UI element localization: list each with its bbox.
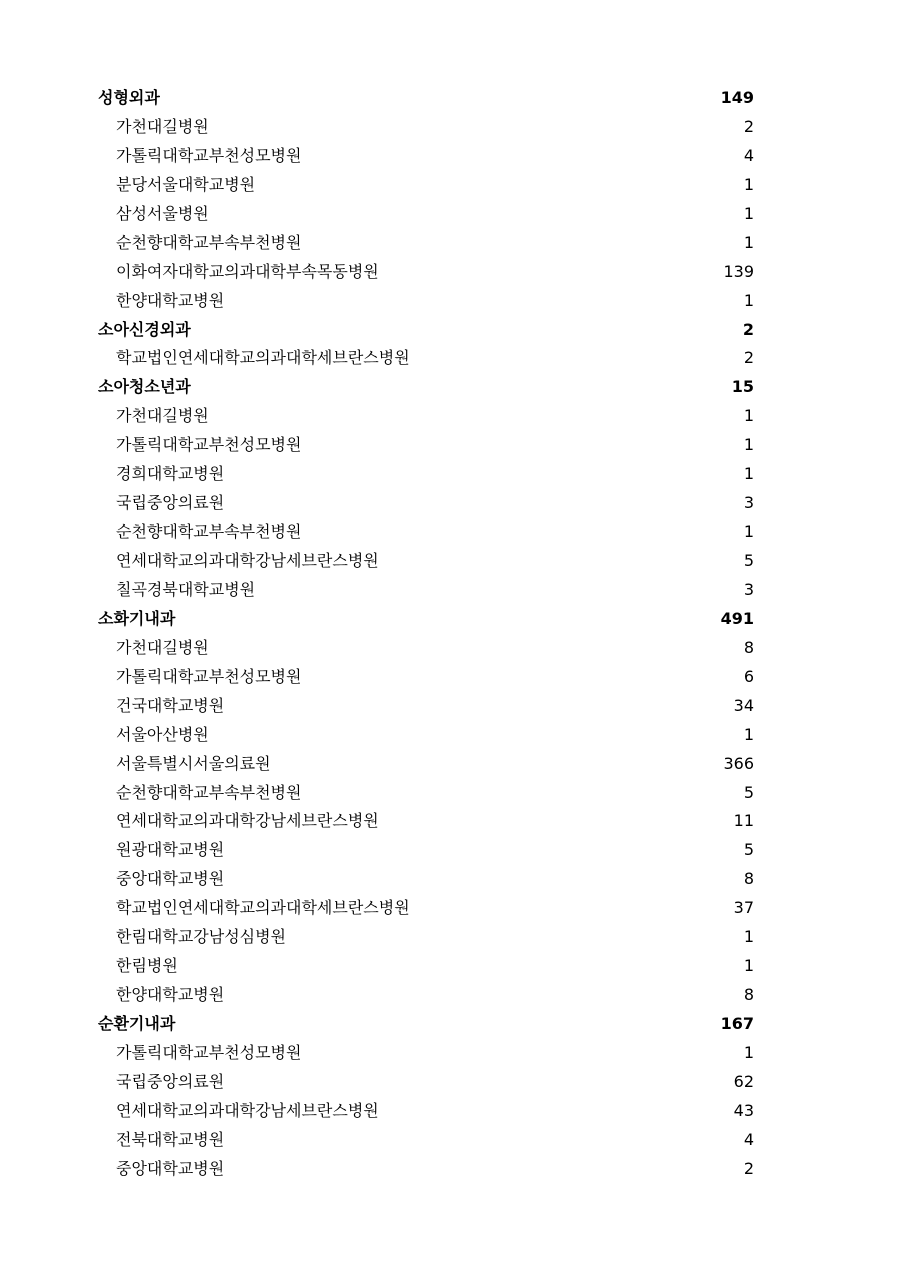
hospital-count: 3 xyxy=(743,493,754,513)
hospital-count: 8 xyxy=(743,985,754,1005)
hospital-name: 서울아산병원 xyxy=(116,724,209,744)
hospital-name: 가톨릭대학교부천성모병원 xyxy=(116,435,302,455)
hospital-row xyxy=(98,865,754,894)
hospital-count: 5 xyxy=(743,782,754,802)
hospital-count: 2 xyxy=(743,348,754,368)
hospital-name: 경희대학교병원 xyxy=(116,464,225,484)
hospital-name: 가천대길병원 xyxy=(116,406,209,426)
hospital-name: 순천향대학교부속부천병원 xyxy=(116,522,302,542)
hospital-count: 1 xyxy=(743,522,754,542)
hospital-name: 가톨릭대학교부천성모병원 xyxy=(116,145,302,165)
hospital-name: 순천향대학교부속부천병원 xyxy=(116,232,302,252)
hospital-name: 학교법인연세대학교의과대학세브란스병원 xyxy=(116,348,410,368)
hospital-row xyxy=(98,229,754,258)
category-total: 2 xyxy=(742,319,754,339)
hospital-row xyxy=(98,894,754,923)
hospital-count: 1 xyxy=(743,1042,754,1062)
hospital-count: 1 xyxy=(743,464,754,484)
hospital-count: 139 xyxy=(723,261,754,281)
hospital-count: 62 xyxy=(733,1071,754,1091)
hospital-row xyxy=(98,952,754,981)
hospital-name: 서울특별시서울의료원 xyxy=(116,753,271,773)
hospital-name: 연세대학교의과대학강남세브란스병원 xyxy=(116,1100,379,1120)
hospital-count: 2 xyxy=(743,1158,754,1178)
hospital-count: 366 xyxy=(723,753,754,773)
hospital-name: 원광대학교병원 xyxy=(116,840,225,860)
hospital-count: 6 xyxy=(743,666,754,686)
hospital-row xyxy=(98,518,754,547)
hospital-count: 37 xyxy=(733,898,754,918)
hospital-name: 이화여자대학교의과대학부속목동병원 xyxy=(116,261,379,281)
hospital-row xyxy=(98,1068,754,1097)
category-total: 15 xyxy=(731,377,754,397)
hospital-count: 1 xyxy=(743,290,754,310)
hospital-count: 1 xyxy=(743,174,754,194)
category-name: 성형외과 xyxy=(98,88,160,107)
hospital-name: 건국대학교병원 xyxy=(116,695,225,715)
hospital-row xyxy=(98,1097,754,1126)
hospital-row xyxy=(98,258,754,287)
hospital-row xyxy=(98,923,754,952)
hospital-name: 삼성서울병원 xyxy=(116,203,209,223)
hospital-count: 4 xyxy=(743,145,754,165)
category-row xyxy=(98,1010,754,1039)
hospital-row xyxy=(98,113,754,142)
hospital-count: 8 xyxy=(743,869,754,889)
hospital-row xyxy=(98,1039,754,1068)
hospital-row xyxy=(98,1126,754,1155)
hospital-row xyxy=(98,431,754,460)
hospital-count: 34 xyxy=(733,695,754,715)
category-total: 149 xyxy=(720,88,754,107)
hospital-row xyxy=(98,779,754,808)
hospital-count: 5 xyxy=(743,551,754,570)
category-name: 소아청소년과 xyxy=(98,377,191,397)
hospital-name: 순천향대학교부속부천병원 xyxy=(116,782,302,802)
hospital-name: 가톨릭대학교부천성모병원 xyxy=(116,666,302,686)
hospital-name: 중앙대학교병원 xyxy=(116,869,225,889)
category-row xyxy=(98,84,754,113)
hospital-count: 5 xyxy=(743,840,754,860)
hospital-row xyxy=(98,402,754,431)
hospital-row xyxy=(98,344,754,373)
hospital-name: 중앙대학교병원 xyxy=(116,1158,225,1178)
hospital-count: 1 xyxy=(743,203,754,223)
hospital-count: 4 xyxy=(743,1129,754,1149)
hospital-row xyxy=(98,750,754,779)
category-name: 소아신경외과 xyxy=(98,319,191,339)
category-name: 순환기내과 xyxy=(98,1014,176,1033)
hospital-row xyxy=(98,721,754,750)
hospital-name: 가톨릭대학교부천성모병원 xyxy=(116,1042,302,1062)
hospital-name: 학교법인연세대학교의과대학세브란스병원 xyxy=(116,898,410,918)
hospital-name: 한림대학교강남성심병원 xyxy=(116,927,287,947)
hospital-name: 한림병원 xyxy=(116,956,178,976)
hospital-row xyxy=(98,663,754,692)
hospital-row xyxy=(98,576,754,605)
hospital-count: 1 xyxy=(743,406,754,426)
category-row xyxy=(98,316,754,345)
hospital-row xyxy=(98,836,754,865)
hospital-count: 8 xyxy=(743,637,754,657)
hospital-name: 연세대학교의과대학강남세브란스병원 xyxy=(116,551,379,570)
hospital-row xyxy=(98,1155,754,1184)
hospital-row xyxy=(98,287,754,316)
category-row xyxy=(98,373,754,402)
hospital-row xyxy=(98,692,754,721)
hospital-name: 한양대학교병원 xyxy=(116,290,225,310)
hospital-row xyxy=(98,489,754,518)
hospital-name: 국립중앙의료원 xyxy=(116,1071,225,1091)
hospital-count: 1 xyxy=(743,724,754,744)
hospital-count: 11 xyxy=(733,811,754,831)
report-table xyxy=(98,84,754,1184)
hospital-row xyxy=(98,981,754,1010)
hospital-name: 가천대길병원 xyxy=(116,637,209,657)
hospital-row xyxy=(98,634,754,663)
hospital-row xyxy=(98,171,754,200)
hospital-name: 한양대학교병원 xyxy=(116,985,225,1005)
category-row xyxy=(98,605,754,634)
hospital-name: 분당서울대학교병원 xyxy=(116,174,256,194)
hospital-count: 1 xyxy=(743,435,754,455)
hospital-row xyxy=(98,460,754,489)
hospital-name: 국립중앙의료원 xyxy=(116,493,225,513)
hospital-count: 1 xyxy=(743,956,754,976)
hospital-name: 가천대길병원 xyxy=(116,116,209,136)
hospital-count: 43 xyxy=(733,1100,754,1120)
category-total: 491 xyxy=(720,608,754,628)
hospital-name: 칠곡경북대학교병원 xyxy=(116,579,256,599)
hospital-row xyxy=(98,547,754,576)
category-total: 167 xyxy=(720,1014,754,1033)
hospital-count: 1 xyxy=(743,232,754,252)
hospital-row xyxy=(98,142,754,171)
hospital-name: 전북대학교병원 xyxy=(116,1129,225,1149)
hospital-row xyxy=(98,807,754,836)
hospital-row xyxy=(98,200,754,229)
hospital-count: 1 xyxy=(743,927,754,947)
hospital-count: 3 xyxy=(743,579,754,599)
category-name: 소화기내과 xyxy=(98,608,176,628)
hospital-count: 2 xyxy=(743,116,754,136)
hospital-name: 연세대학교의과대학강남세브란스병원 xyxy=(116,811,379,831)
